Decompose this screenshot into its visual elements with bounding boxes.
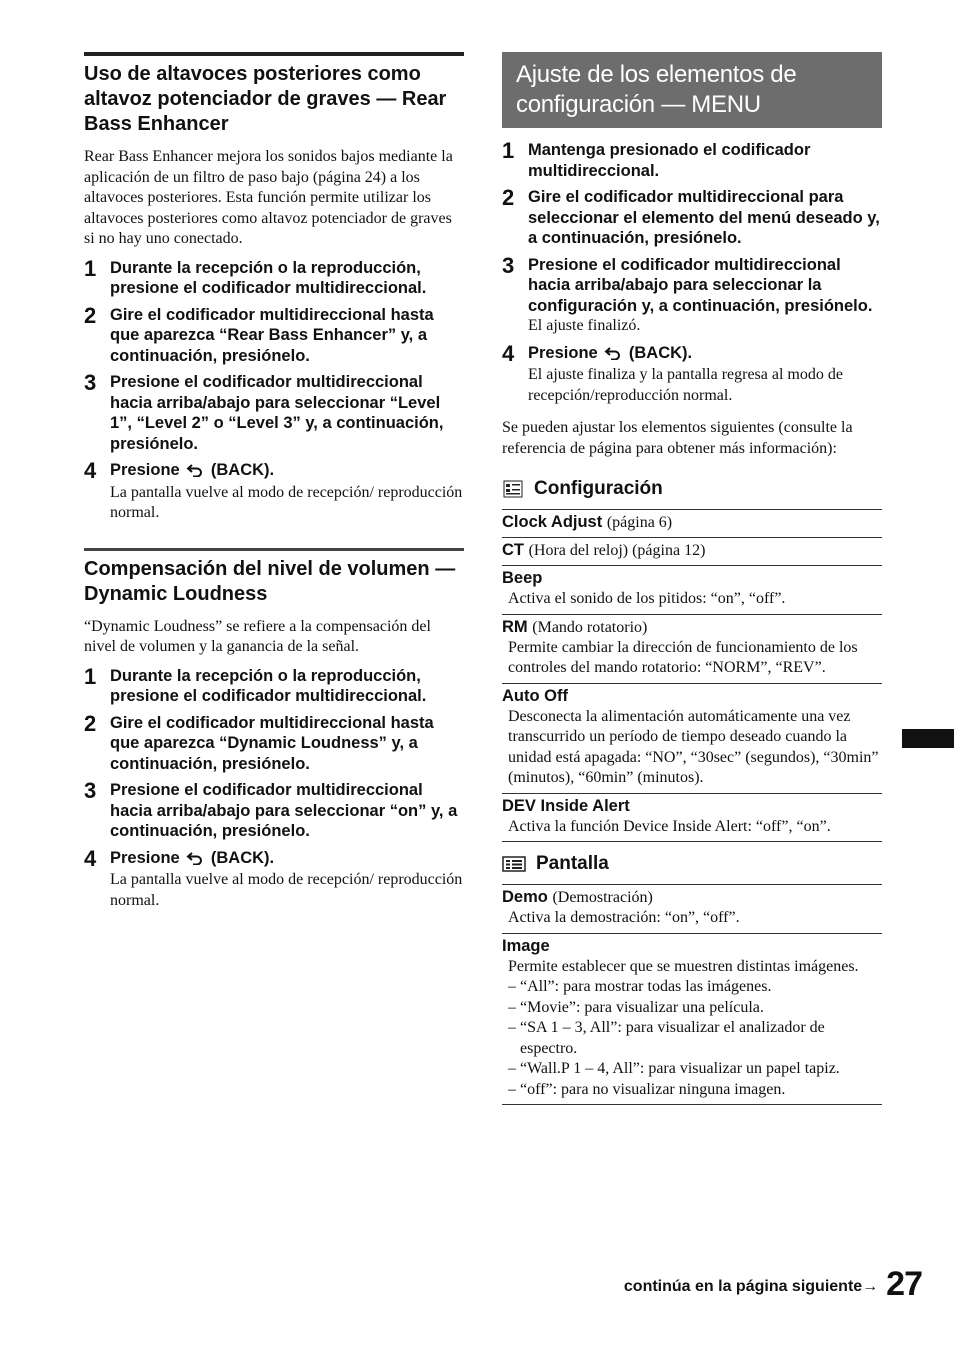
item-desc: Permite establecer que se muestren distintas imágenes. <box>508 957 859 975</box>
step-number: 3 <box>502 252 515 278</box>
step-number: 3 <box>84 778 97 803</box>
item-paren: (Demostración) <box>552 889 653 906</box>
section-intro-rear-bass: Rear Bass Enhancer mejora los sonidos bajos mediante la aplicación de un filtro de paso bajo (página 24) a los altavoces posteriores. Esta función permite utilizar los altavoces posteriores como altavoz potenciador de graves si no hay uno conectado. <box>84 148 453 247</box>
step-number: 4 <box>502 340 515 366</box>
config-item-rm <box>502 614 882 683</box>
item-paren: (página 6) <box>606 514 673 531</box>
item-name: Beep <box>502 569 543 587</box>
step-text-post: (BACK). <box>628 343 693 362</box>
item-desc: Permite cambiar la dirección de funcionamiento de los controles del mando rotatorio: “NORM”, “REV”. <box>508 638 858 676</box>
step-text: Mantenga presionado el codificador multidireccional. <box>528 141 811 180</box>
step-number: 4 <box>84 845 97 871</box>
config-item-ct <box>502 537 882 565</box>
display-item-image <box>502 933 882 1106</box>
section-rule <box>84 52 464 56</box>
step-text: Presione el codificador multidireccional hacia arriba/abajo para seleccionar “Level 1”, “Level 2” o “Level 3” y, a continuación, presiónelo. <box>110 373 444 453</box>
section-title-rear-bass: Uso de altavoces posteriores como altavoz potenciador de graves — Rear Bass Enhancer <box>84 63 447 135</box>
item-name: RM <box>502 617 528 636</box>
step-2 <box>502 187 882 249</box>
item-name: Clock Adjust <box>502 513 603 531</box>
list-item: – “All”: para mostrar todas las imágenes. <box>508 978 772 995</box>
back-icon <box>186 850 204 871</box>
step-text <box>110 848 464 871</box>
step-note: La pantalla vuelve al modo de recepción/ reproducción normal. <box>110 483 463 521</box>
step-1 <box>84 663 464 707</box>
page-number: 27 <box>886 1264 922 1303</box>
step-text-pre: Presione <box>110 848 180 867</box>
step-1 <box>502 140 882 181</box>
display-item-demo <box>502 884 882 933</box>
step-text-post: (BACK). <box>210 848 275 867</box>
step-note: La pantalla vuelve al modo de recepción/ reproducción normal. <box>110 871 463 909</box>
setup-icon <box>502 480 524 498</box>
item-name: DEV Inside Alert <box>502 796 630 815</box>
config-item-clock-adjust <box>502 509 882 537</box>
step-3 <box>502 252 882 337</box>
side-index-tab <box>902 729 954 748</box>
menu-intro: Se pueden ajustar los elementos siguientes (consulte la referencia de página para obtener más información): <box>502 419 853 457</box>
step-number: 2 <box>84 302 97 328</box>
step-text-pre: Presione <box>528 343 598 362</box>
list-item: – “Wall.P 1 – 4, All”: para visualizar un papel tapiz. <box>508 1060 840 1077</box>
item-desc: Activa el sonido de los pitidos: “on”, “off”. <box>508 590 786 607</box>
item-desc: Activa la demostración: “on”, “off”. <box>508 909 740 926</box>
menu-banner-title: Ajuste de los elementos de configuración — MENU <box>502 52 882 128</box>
step-note: El ajuste finaliza y la pantalla regresa al modo de recepción/reproducción normal. <box>528 366 843 404</box>
step-4 <box>84 845 464 912</box>
list-item: – “SA 1 – 3, All”: para visualizar el analizador de espectro. <box>508 1019 825 1057</box>
item-name: Auto Off <box>502 686 568 705</box>
item-desc: Desconecta la alimentación automáticamente una vez transcurrido un período de tiempo deseado cuando la unidad está apagada: “NO”, “30sec” (segundos), “30min” (minutos), “60min” (minutos). <box>508 707 879 786</box>
display-heading <box>502 852 882 876</box>
item-name: CT <box>502 541 524 559</box>
step-text-post: (BACK). <box>210 461 275 479</box>
step-number: 4 <box>84 458 97 483</box>
step-2 <box>84 302 464 367</box>
step-text: Presione el codificador multidireccional hacia arriba/abajo para seleccionar la configuración y, a continuación, presiónelo. <box>528 255 873 315</box>
continue-text: continúa en la página siguiente→ <box>623 1278 879 1295</box>
item-paren: (Mando rotatorio) <box>532 618 648 636</box>
list-item: – “off”: para no visualizar ninguna imagen. <box>508 1080 786 1098</box>
step-text: Durante la recepción o la reproducción, presione el codificador multidireccional. <box>110 258 427 297</box>
step-text: Gire el codificador multidireccional hasta que aparezca “Dynamic Loudness” y, a continuación, presiónelo. <box>110 713 434 773</box>
step-note: El ajuste finalizó. <box>528 317 641 334</box>
step-text-pre: Presione <box>110 461 180 479</box>
step-text: Presione el codificador multidireccional hacia arriba/abajo para seleccionar “on” y, a continuación, presiónelo. <box>110 781 458 840</box>
list-item: – “Movie”: para visualizar una película. <box>508 998 764 1016</box>
step-number: 1 <box>84 663 97 689</box>
section-intro-dynamic-loudness: “Dynamic Loudness” se refiere a la compensación del nivel de volumen y la ganancia de la señal. <box>84 617 431 655</box>
step-number: 1 <box>502 138 515 163</box>
display-heading-label: Pantalla <box>536 853 609 874</box>
step-2 <box>84 710 464 775</box>
step-1 <box>84 255 464 299</box>
back-icon <box>604 345 622 366</box>
step-3 <box>84 780 464 842</box>
item-paren: (Hora del reloj) (página 12) <box>528 542 706 559</box>
section-rule <box>84 548 464 551</box>
step-text <box>528 343 882 366</box>
step-number: 1 <box>84 255 97 281</box>
config-item-dev-inside-alert <box>502 793 882 843</box>
step-4 <box>84 460 464 524</box>
item-desc: Activa la función Device Inside Alert: “off”, “on”. <box>508 817 831 835</box>
display-icon <box>502 855 526 873</box>
step-number: 3 <box>84 370 97 395</box>
config-item-auto-off <box>502 683 882 793</box>
item-name: Image <box>502 936 550 955</box>
config-heading <box>502 477 882 501</box>
item-name: Demo <box>502 888 548 906</box>
step-text: Gire el codificador multidireccional hasta que aparezca “Rear Bass Enhancer” y, a continuación, presiónelo. <box>110 305 434 365</box>
step-text: Gire el codificador multidireccional para seleccionar el elemento del menú deseado y, a continuación, presiónelo. <box>528 188 880 247</box>
step-text <box>110 460 464 483</box>
config-heading-label: Configuración <box>534 478 663 499</box>
back-icon <box>186 462 204 483</box>
step-number: 2 <box>84 710 97 736</box>
step-text: Durante la recepción o la reproducción, presione el codificador multidireccional. <box>110 666 427 705</box>
config-item-beep <box>502 565 882 614</box>
section-title-dynamic-loudness: Compensación del nivel de volumen — Dynamic Loudness <box>84 557 456 605</box>
page-footer <box>502 1264 922 1304</box>
step-4 <box>502 340 882 407</box>
left-column <box>84 52 464 917</box>
right-column <box>502 52 882 1105</box>
step-number: 2 <box>502 185 515 210</box>
step-3 <box>84 372 464 454</box>
